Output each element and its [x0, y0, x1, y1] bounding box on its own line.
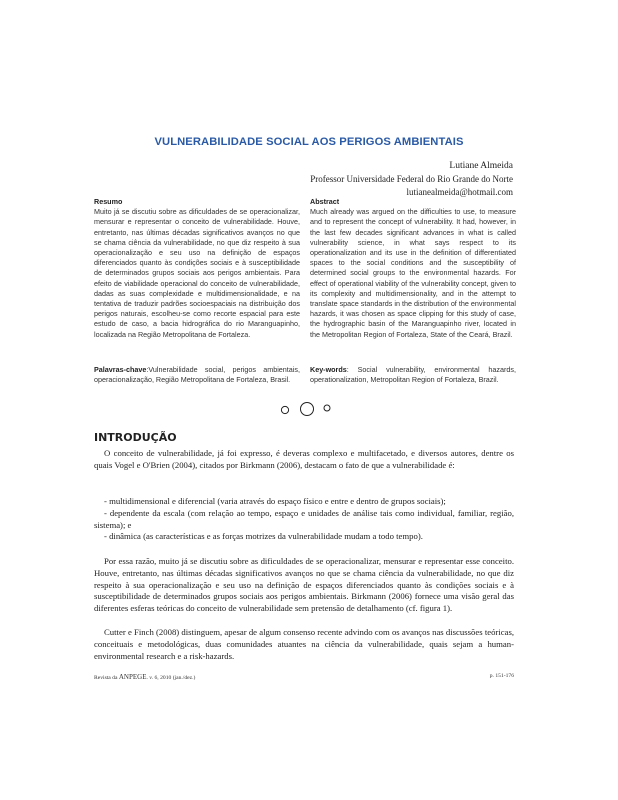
resumo-keywords-text: :Vulnerabilidade social, perigos ambientais, operacionalização, Região Metropolitana de Fortaleza, Brasil.	[94, 365, 300, 385]
vulnerability-list	[94, 496, 514, 543]
resumo-heading: Resumo	[94, 197, 123, 206]
section-paragraph-2: Por essa razão, muito já se discutiu sobre as dificuldades de se operacionalizar, mensurar e representar esse conceito. Houve, entretanto, nas últimas décadas significativos avanços no que se chama ciência da vulnerabilidade, no que diz respeito à sua operacionalização e seu uso na definição de espaços diferenciados quanto às condições sociais e à susceptibilidade de determinados grupos sociais aos perigos ambientais. Birkmann (2006) fornece uma visão geral das diferentes esferas teóricas do conceito de vulnerabilidade sem pretensão de detalhamento (cf. figura 1).	[94, 556, 514, 614]
resumo-keywords-label: Palavras-chave	[94, 365, 147, 374]
abstract-heading: Abstract	[310, 197, 340, 206]
abstract-block	[310, 197, 516, 340]
footer-journal: Revista da ANPEGE. v. 6, 2010 (jan./dez.)	[94, 673, 196, 681]
decorative-circles-icon	[277, 400, 347, 418]
author-affiliation: Professor Universidade Federal do Rio Grande do Norte	[310, 174, 513, 184]
resumo-keywords	[94, 365, 300, 385]
abstract-keywords-label: Key-words	[310, 365, 347, 374]
abstract-keywords-text: : Social vulnerability, environmental hazards, operationalization, Metropolitan Region of Fortaleza, Brazil.	[310, 365, 516, 385]
abstract-keywords	[310, 365, 516, 385]
footer-pages: p. 151-176	[489, 673, 514, 679]
resumo-text: Muito já se discutiu sobre as dificuldades de se operacionalizar, mensurar e representar o conceito de vulnerabilidade. Houve, entretanto, nas últimas décadas significativos avanços no que se chama ciência da vulnerabilidade, no que diz respeito à sua operacionalização e seu uso na definição de espaços diferenciados quanto às condições sociais e à susceptibilidade de determinados grupos sociais aos perigos ambientais. Para efeito de viabilidade operacional do conceito de vulnerabilidade, dadas as suas complexidade e multidimensionalidade, e na tentativa de traduzir padrões socioespaciais na distribuição dos perigos naturais, escolheu-se como recorte espacial para este estudo de caso, a bacia hidrográfica do rio Maranguapinho, localizada na Região Metropolitana de Fortaleza.	[94, 207, 300, 339]
resumo-block	[94, 197, 300, 340]
section-paragraph-1: O conceito de vulnerabilidade, já foi expresso, é deveras complexo e multifacetado, e diversos autores, dentre os quais Vogel e O'Brien (2004), citados por Birkmann (2006), destacam o fato de que a vulnerabilidade é:	[94, 448, 514, 470]
author-block	[310, 160, 513, 199]
article-title: VULNERABILIDADE SOCIAL AOS PERIGOS AMBIENTAIS	[154, 136, 464, 148]
section-title: INTRODUÇÃO	[94, 431, 177, 444]
list-item: - multidimensional e diferencial (varia através do espaço físico e entre e dentro de grupos sociais);	[104, 496, 446, 506]
author-name: Lutiane Almeida	[449, 161, 513, 171]
list-item: - dependente da escala (com relação ao tempo, espaço e unidades de análise tais como individual, familiar, região, sistema); e	[94, 507, 514, 530]
section-paragraph-3: Cutter e Finch (2008) distinguem, apesar de algum consenso recente advindo com os avanços nas discussões teóricas, conceituais e metodológicas, duas comunidades atuantes na ciência da vulnerabilidade, quais sejam a human-environmental research e a risk-hazards.	[94, 627, 514, 661]
list-item: - dinâmica (as características e as forças motrizes da vulnerabilidade mudam a todo tempo).	[104, 531, 423, 542]
author-email: lutianealmeida@hotmail.com	[406, 187, 513, 197]
abstract-text: Much already was argued on the difficulties to use, to measure and to represent the concept of vulnerability. It had, however, in the last few decades significant advances in what is called vulnerability science, in what says respect to its operationalization and its use in the definition of differentiated spaces to the social conditions and the susceptibility of determined social groups to the environmental hazards. For effect of operational viability of the vulnerability concept, given to its complexity and multidimensionality, and in the attempt to translate space standards in the distribution of the environmental hazards, it was chosen as space clipping for this study of case, the hydrographic basin of the Maranguapinho river, located in the Metropolitan Region of Fortaleza, State of the Ceará, Brazil.	[310, 207, 516, 339]
